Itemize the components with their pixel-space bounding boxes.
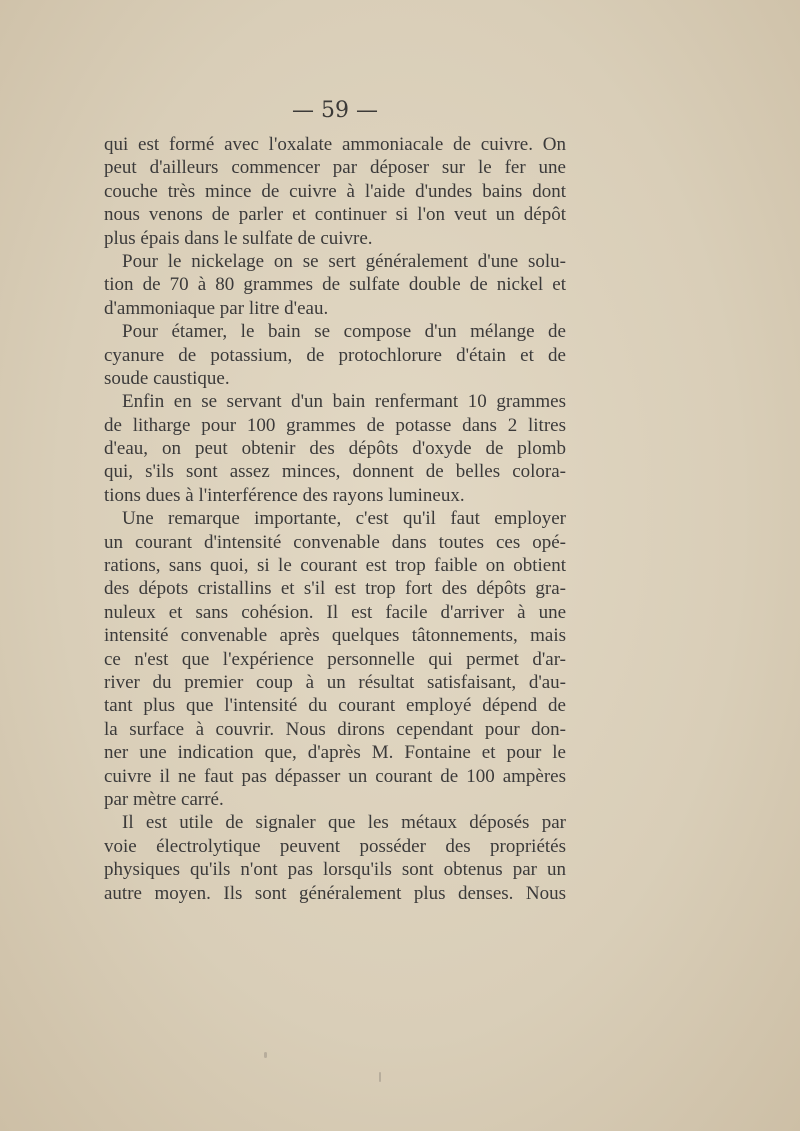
- paragraph: [104, 507, 566, 811]
- text-line: d'ammoniaque par litre d'eau.: [104, 297, 329, 319]
- paragraph: [104, 390, 566, 507]
- text-line: tant plus que l'intensité du courant employé dépend de: [104, 695, 566, 717]
- text-line: un courant d'intensité convenable dans toutes ces opé-: [104, 531, 566, 553]
- page-number: — 59 —: [292, 98, 378, 123]
- text-line: rations, sans quoi, si le courant est trop faible on obtient: [104, 555, 566, 577]
- text-line: ner une indication que, d'après M. Fontaine et pour le: [104, 742, 566, 764]
- text-line: nous venons de parler et continuer si l'on veut un dépôt: [104, 204, 566, 226]
- text-line: peut d'ailleurs commencer par déposer sur le fer une: [104, 157, 566, 179]
- text-line: nuleux et sans cohésion. Il est facile d'arriver à une: [104, 601, 566, 623]
- text-line: de litharge pour 100 grammes de potasse dans 2 litres: [104, 414, 566, 436]
- text-line: intensité convenable après quelques tâtonnements, mais: [104, 625, 566, 647]
- text-line: cyanure de potassium, de protochlorure d'étain et de: [104, 344, 566, 366]
- text-line: soude caustique.: [104, 367, 230, 389]
- paragraph: [104, 320, 566, 390]
- text-line: Pour étamer, le bain se compose d'un mélange de: [122, 321, 566, 343]
- text-line: autre moyen. Ils sont généralement plus denses. Nous: [104, 882, 566, 904]
- text-line: ce n'est que l'expérience personnelle qui permet d'ar-: [104, 648, 566, 670]
- text-line: qui, s'ils sont assez minces, donnent de belles colora-: [104, 461, 566, 483]
- text-line: Enfin en se servant d'un bain renfermant 10 grammes: [122, 391, 566, 413]
- text-line: voie électrolytique peuvent posséder des propriétés: [104, 835, 566, 857]
- text-line: la surface à couvrir. Nous dirons cependant pour don-: [104, 718, 566, 740]
- body-text: [104, 133, 566, 905]
- text-line: tion de 70 à 80 grammes de sulfate double de nickel et: [104, 274, 566, 296]
- text-line: Une remarque importante, c'est qu'il faut employer: [122, 508, 566, 530]
- text-line: des dépots cristallins et s'il est trop fort des dépôts gra-: [104, 578, 566, 600]
- text-line: Il est utile de signaler que les métaux déposés par: [122, 812, 566, 834]
- text-line: d'eau, on peut obtenir des dépôts d'oxyde de plomb: [104, 438, 566, 460]
- text-line: Pour le nickelage on se sert généralement d'une solu-: [122, 250, 566, 272]
- paper-speck: [264, 1052, 267, 1058]
- text-line: par mètre carré.: [104, 788, 224, 810]
- paragraph: [104, 811, 566, 905]
- text-line: tions dues à l'interférence des rayons lumineux.: [104, 484, 465, 506]
- text-line: couche très mince de cuivre à l'aide d'undes bains dont: [104, 180, 566, 202]
- paragraph: [104, 250, 566, 320]
- text-line: cuivre il ne faut pas dépasser un courant de 100 ampères: [104, 765, 566, 787]
- paper-speck: [379, 1072, 381, 1082]
- text-line: physiques qu'ils n'ont pas lorsqu'ils sont obtenus par un: [104, 859, 566, 881]
- text-line: qui est formé avec l'oxalate ammoniacale de cuivre. On: [104, 134, 566, 155]
- text-line: river du premier coup à un résultat satisfaisant, d'au-: [104, 671, 566, 693]
- text-line: plus épais dans le sulfate de cuivre.: [104, 227, 373, 249]
- paragraph: [104, 133, 566, 250]
